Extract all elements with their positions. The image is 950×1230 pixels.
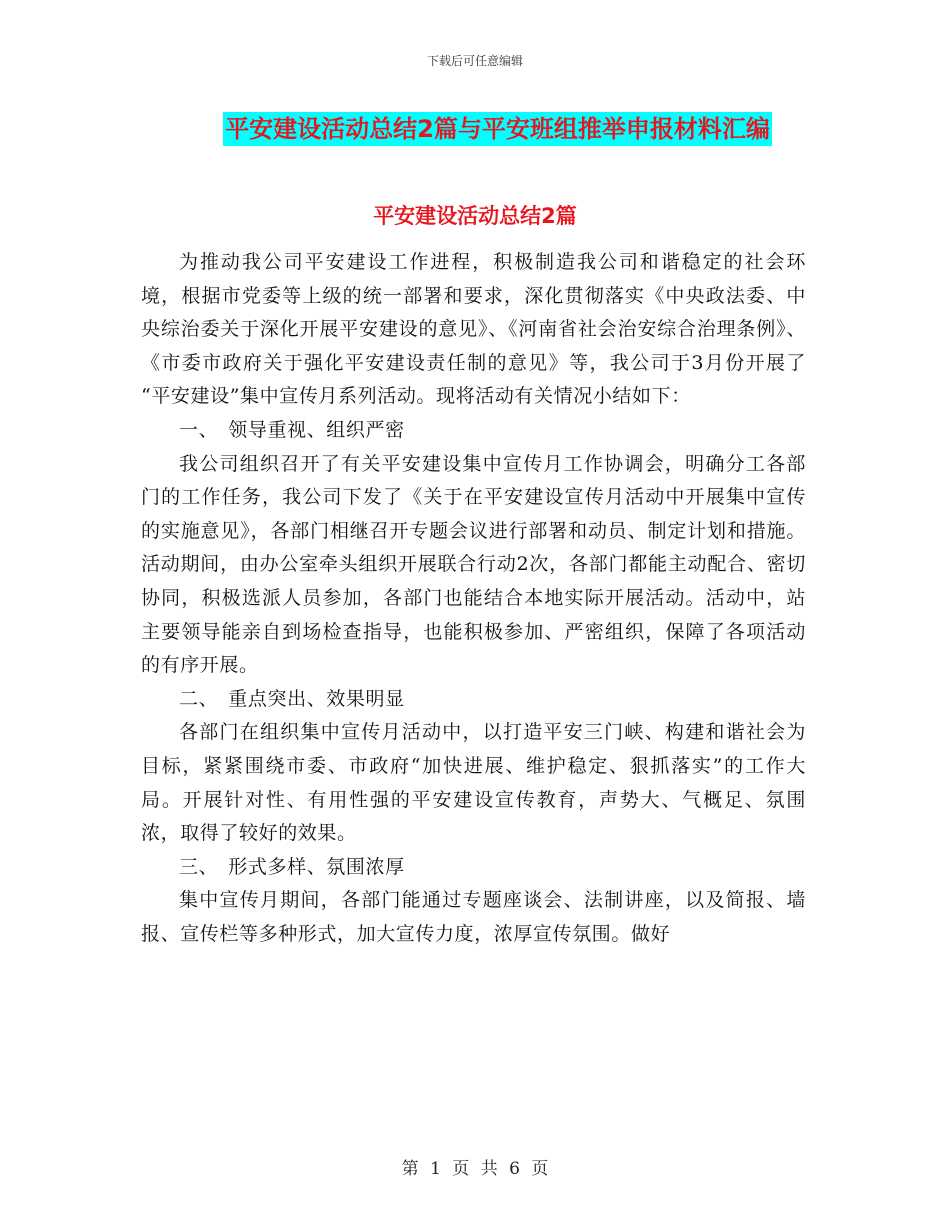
main-title: 平安建设活动总结2篇与平安班组推举申报材料汇编: [223, 112, 772, 146]
main-title-wrap: [0, 112, 950, 146]
heading-three: 三、 形式多样、氛围浓厚: [179, 855, 405, 878]
section-title: 平安建设活动总结2篇: [373, 204, 577, 228]
heading-one: 一、 领导重视、组织严密: [179, 418, 405, 441]
paragraph-three: 集中宣传月期间，各部门能通过专题座谈会、法制讲座，以及简报、墙报、宣传栏等多种形式，加大宣传力度，浓厚宣传氛围。做好: [141, 889, 806, 945]
heading-two: 二、 重点突出、效果明显: [179, 687, 405, 710]
paragraph-two: 各部门在组织集中宣传月活动中，以打造平安三门峡、构建和谐社会为目标，紧紧围绕市委、市政府“加快进展、维护稳定、狠抓落实”的工作大局。开展针对性、有用性强的平安建设宣传教育，声势大、气概足、氛围浓，取得了较好的效果。: [141, 721, 806, 845]
paragraph-one: 我公司组织召开了有关平安建设集中宣传月工作协调会，明确分工各部门的工作任务，我公司下发了《关于在平安建设宣传月活动中开展集中宣传的实施意见》，各部门相继召开专题会议进行部署和动员、制定计划和措施。活动期间，由办公室牵头组织开展联合行动2次，各部门都能主动配合、密切协同，积极选派人员参加，各部门也能结合本地实际开展活动。活动中，站主要领导能亲自到场检查指导，也能积极参加、严密组织，保障了各项活动的有序开展。: [141, 452, 806, 677]
header-note: 下载后可任意编辑: [426, 54, 523, 68]
paragraph-intro: 为推动我公司平安建设工作进程，积极制造我公司和谐稳定的社会环境，根据市党委等上级的统一部署和要求，深化贯彻落实《中央政法委、中央综治委关于深化开展平安建设的意见》、《河南省社会治安综合治理条例》、《市委市政府关于强化平安建设责任制的意见》等，我公司于3月份开展了 “平安建设”集中宣传月系列活动。现将活动有关情况小结如下：: [141, 251, 806, 408]
document-body: [141, 246, 806, 951]
page-footer: 第 1 页 共 6 页: [401, 1159, 549, 1179]
